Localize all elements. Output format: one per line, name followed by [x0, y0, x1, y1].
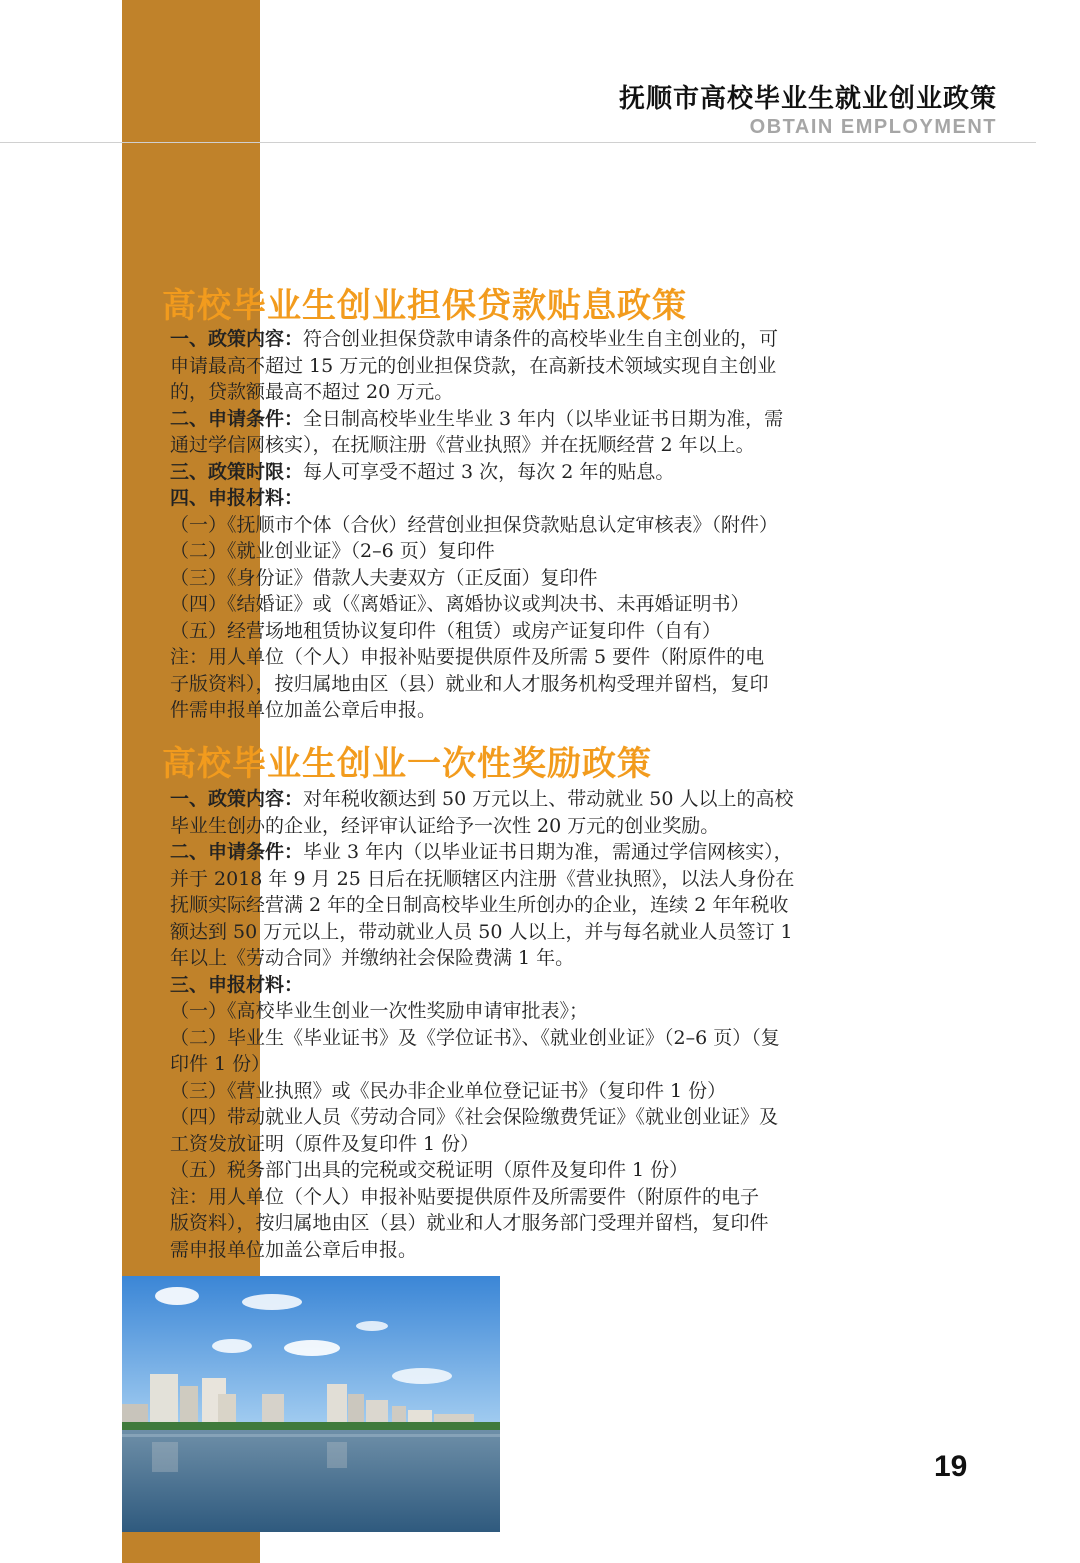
city-riverside-photo — [122, 1276, 500, 1532]
line-text: （二）《就业创业证》（2–6 页）复印件 — [170, 540, 495, 562]
text-line — [170, 644, 940, 671]
line-text: 的，贷款额最高不超过 20 万元。 — [170, 381, 454, 403]
line-text: （三）《营业执照》或《民办非企业单位登记证书》（复印件 1 份） — [170, 1079, 727, 1102]
line-text: （五）经营场地租赁协议复印件（租赁）或房产证复印件（自有） — [170, 619, 722, 642]
text-line — [170, 1157, 940, 1184]
line-text: 需申报单位加盖公章后申报。 — [170, 1238, 418, 1261]
line-text: （五）税务部门出具的完税或交税证明（原件及复印件 1 份） — [170, 1159, 689, 1181]
text-line — [170, 786, 940, 813]
line-label: 二、申请条件： — [170, 407, 304, 430]
line-text: 申请最高不超过 15 万元的创业担保贷款，在高新技术领域实现自主创业 — [170, 354, 777, 377]
text-line — [170, 671, 940, 698]
page-title: 抚顺市高校毕业生就业创业政策 — [618, 84, 997, 114]
line-text: （二）毕业生《毕业证书》及《学位证书》、《就业创业证》（2–6 页）（复 — [170, 1026, 780, 1049]
text-line — [170, 379, 940, 406]
page-number: 19 — [934, 1450, 968, 1483]
text-line — [170, 919, 940, 946]
text-line — [170, 565, 940, 592]
text-line — [170, 353, 940, 380]
line-label: 三、申报材料： — [170, 973, 304, 996]
section-title-loan-subsidy: 高校毕业生创业担保贷款贴息政策 — [162, 286, 687, 326]
text-line — [170, 866, 940, 893]
text-line — [170, 591, 940, 618]
text-line — [170, 839, 940, 866]
text-line — [170, 892, 940, 919]
text-line — [170, 326, 940, 353]
page-subtitle: OBTAIN EMPLOYMENT — [749, 116, 997, 138]
section-body-loan-subsidy — [170, 326, 940, 724]
text-line — [170, 972, 940, 999]
line-text: 全日制高校毕业生毕业 3 年内（以毕业证书日期为准，需 — [303, 407, 784, 430]
text-line — [170, 406, 940, 433]
line-text: 并于 2018 年 9 月 25 日后在抚顺辖区内注册《营业执照》，以法人身份在 — [170, 867, 795, 890]
line-text: 件需申报单位加盖公章后申报。 — [170, 699, 437, 721]
text-line — [170, 618, 940, 645]
line-text: 每人可享受不超过 3 次，每次 2 年的贴息。 — [303, 460, 675, 483]
text-line — [170, 1051, 940, 1078]
text-line — [170, 1210, 940, 1237]
line-label: 二、申请条件： — [170, 841, 304, 863]
text-line — [170, 1025, 940, 1052]
text-line — [170, 1237, 940, 1264]
text-line — [170, 512, 940, 539]
line-text: （四）《结婚证》或（《离婚证》、离婚协议或判决书、未再婚证明书） — [170, 593, 750, 615]
text-line — [170, 485, 940, 512]
line-text: 符合创业担保贷款申请条件的高校毕业生自主创业的，可 — [303, 328, 779, 350]
text-line — [170, 1104, 940, 1131]
line-text: 年以上《劳动合同》并缴纳社会保险费满 1 年。 — [170, 947, 575, 969]
line-text: （一）《抚顺市个体（合伙）经营创业担保贷款贴息认定审核表》（附件） — [170, 513, 779, 536]
line-text: 子版资料），按归属地由区（县）就业和人才服务机构受理并留档，复印 — [170, 672, 769, 695]
line-text: 注：用人单位（个人）申报补贴要提供原件及所需 5 要件（附原件的电 — [170, 646, 765, 668]
text-line — [170, 1184, 940, 1211]
line-text: 毕业 3 年内（以毕业证书日期为准，需通过学信网核实）， — [303, 841, 793, 863]
line-text: 对年税收额达到 50 万元以上、带动就业 50 人以上的高校 — [303, 788, 794, 810]
header-divider — [0, 142, 1036, 143]
text-line — [170, 813, 940, 840]
line-text: 工资发放证明（原件及复印件 1 份） — [170, 1132, 480, 1155]
line-text: （三）《身份证》借款人夫妻双方（正反面）复印件 — [170, 566, 598, 589]
line-text: （四）带动就业人员《劳动合同》《社会保险缴费凭证》《就业创业证》及 — [170, 1106, 779, 1128]
line-text: 额达到 50 万元以上，带动就业人员 50 人以上，并与每名就业人员签订 1 — [170, 920, 793, 943]
line-text: （一）《高校毕业生创业一次性奖励申请审批表》； — [170, 1000, 589, 1022]
line-text: 毕业生创办的企业，经评审认证给予一次性 20 万元的创业奖励。 — [170, 814, 720, 837]
text-line — [170, 945, 940, 972]
text-line — [170, 459, 940, 486]
text-line — [170, 432, 940, 459]
line-label: 一、政策内容： — [170, 328, 304, 350]
text-line — [170, 1078, 940, 1105]
page-header — [619, 82, 997, 138]
line-label: 四、申报材料： — [170, 487, 304, 509]
line-text: 抚顺实际经营满 2 年的全日制高校毕业生所创办的企业，连续 2 年年税收 — [170, 894, 789, 916]
section-title-one-time-reward: 高校毕业生创业一次性奖励政策 — [162, 744, 652, 784]
line-text: 印件 1 份） — [170, 1053, 271, 1075]
text-line — [170, 1131, 940, 1158]
line-label: 三、政策时限： — [170, 460, 304, 483]
line-text: 版资料），按归属地由区（县）就业和人才服务部门受理并留档，复印件 — [170, 1212, 769, 1234]
text-line — [170, 697, 940, 724]
text-line — [170, 998, 940, 1025]
text-line — [170, 538, 940, 565]
line-text: 注：用人单位（个人）申报补贴要提供原件及所需要件（附原件的电子 — [170, 1185, 760, 1208]
line-text: 通过学信网核实），在抚顺注册《营业执照》并在抚顺经营 2 年以上。 — [170, 434, 755, 456]
section-body-one-time-reward — [170, 786, 940, 1263]
line-label: 一、政策内容： — [170, 788, 304, 810]
